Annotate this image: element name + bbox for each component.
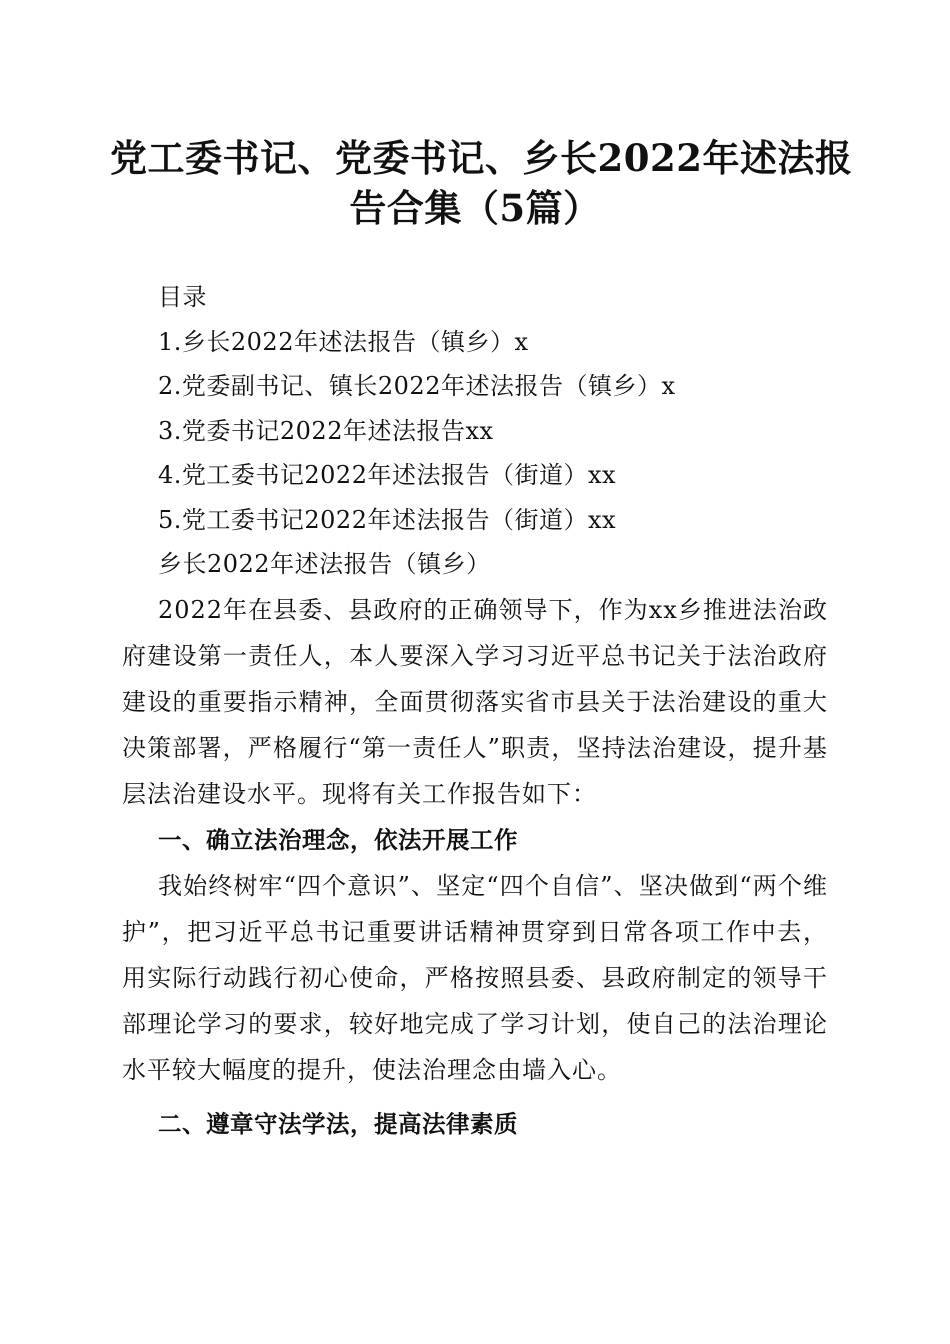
toc-label: 目录 bbox=[158, 283, 207, 311]
toc-item-1: 1.乡长2022年述法报告（镇乡）x bbox=[158, 327, 529, 356]
section-heading-1: 一、确立法治理念，依法开展工作 bbox=[158, 825, 518, 854]
toc-item-2: 2.党委副书记、镇长2022年述法报告（镇乡）x bbox=[158, 372, 676, 400]
title-line-1: 党工委书记、党委书记、乡长2022年述法报 bbox=[110, 136, 853, 180]
document-body bbox=[122, 275, 828, 1147]
document-title bbox=[110, 133, 853, 233]
toc-item-3: 3.党委书记2022年述法报告xx bbox=[158, 416, 494, 445]
section-heading-2: 二、遵章守法学法，提高法律素质 bbox=[158, 1109, 518, 1138]
toc-item-5: 5.党工委书记2022年述法报告（街道）xx bbox=[158, 505, 617, 534]
paragraph-1: 我始终树牢“四个意识”、坚定“四个自信”、坚决做到“两个维护”，把习近平总书记重要讲话精神贯穿到日常各项工作中去，用实际行动践行初心使命，严格按照县委、县政府制定的领导干部理论学习的要求，较好地完成了学习计划，使自己的法治理论水平较大幅度的提升，使法治理念由墙入心。 bbox=[122, 871, 828, 1084]
intro-paragraph: 2022年在县委、县政府的正确领导下，作为xx乡推进法治政府建设第一责任人，本人要深入学习习近平总书记关于法治政府建设的重要指示精神，全面贯彻落实省市县关于法治建设的重大决策部署，严格履行“第一责任人”职责，坚持法治建设，提升基层法治建设水平。现将有关工作报告如下： bbox=[122, 595, 828, 808]
title-line-2: 告合集（5篇） bbox=[349, 186, 601, 230]
section-title: 乡长2022年述法报告（镇乡） bbox=[158, 550, 491, 578]
toc-item-4: 4.党工委书记2022年述法报告（街道）xx bbox=[158, 461, 617, 489]
